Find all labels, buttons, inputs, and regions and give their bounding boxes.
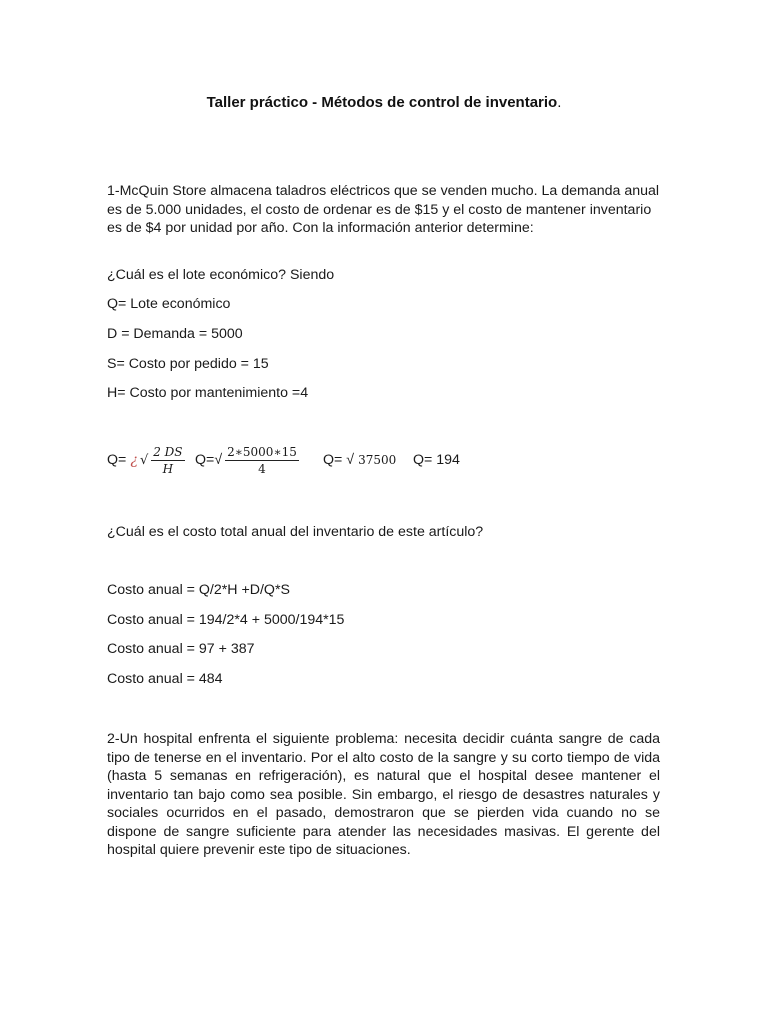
sqrt-icon: √ bbox=[139, 452, 149, 468]
definition-h: H= Costo por mantenimiento =4 bbox=[107, 385, 309, 401]
formula-substituted bbox=[195, 440, 299, 480]
formula-q3-label: Q= √ bbox=[323, 452, 355, 468]
title-period: . bbox=[557, 94, 562, 111]
formula-q-label: Q= bbox=[107, 452, 127, 468]
formula-sqrt-value bbox=[323, 440, 396, 480]
fraction-denominator: H bbox=[162, 461, 174, 476]
title-text: Taller práctico - Métodos de control de inventario bbox=[206, 94, 558, 111]
formula-symbol: ¿ bbox=[130, 452, 138, 468]
fraction-numerator: 2 DS bbox=[153, 444, 183, 459]
formula-q2-label: Q=√ bbox=[195, 452, 223, 468]
definition-d: D = Demanda = 5000 bbox=[107, 326, 243, 342]
cost-line: Costo anual = 97 + 387 bbox=[107, 641, 255, 657]
formula-generic bbox=[107, 440, 185, 480]
question-economic-lot: ¿Cuál es el lote económico? Siendo bbox=[107, 267, 335, 283]
cost-line: Costo anual = Q/2*H +D/Q*S bbox=[107, 582, 290, 598]
fraction-denominator: 4 bbox=[258, 461, 266, 476]
fraction-values bbox=[225, 445, 299, 476]
page-title bbox=[0, 94, 768, 111]
problem2-text: 2-Un hospital enfrenta el siguiente problema: necesita decidir cuánta sangre de cada tipo de tenerse en el inventario. Por el alto costo de la sangre y su corto tiempo de vida (hasta 5 semanas en refrigeración), es natural que el hospital desee mantener el inventario tan bajo como sea posible. Sin embargo, el riesgo de desastres naturales y sociales ocurridos en el pasado, demostraron que se pierden vida cuando no se dispone de sangre suficiente para atender las necesidades masivas. El gerente del hospital quiere prevenir este tipo de situaciones. bbox=[107, 731, 660, 858]
eoq-formula bbox=[107, 440, 667, 480]
definition-q: Q= Lote económico bbox=[107, 296, 231, 312]
question-annual-cost: ¿Cuál es el costo total anual del inventario de este artículo? bbox=[107, 524, 484, 540]
cost-line: Costo anual = 484 bbox=[107, 671, 223, 687]
formula-result: Q= 194 bbox=[413, 452, 460, 468]
problem1-intro: 1-McQuin Store almacena taladros eléctricos que se venden mucho. La demanda anual es de 5.000 unidades, el costo de ordenar es de $15 y el costo de mantener inventario es de $4 por unidad por año. Con la información anterior determine: bbox=[107, 183, 660, 236]
cost-line: Costo anual = 194/2*4 + 5000/194*15 bbox=[107, 612, 345, 628]
fraction-numerator: 2∗5000∗15 bbox=[227, 444, 297, 459]
definition-s: S= Costo por pedido = 15 bbox=[107, 356, 269, 372]
formula-radicand: 37500 bbox=[358, 453, 397, 467]
fraction-2ds-over-h bbox=[151, 445, 184, 476]
